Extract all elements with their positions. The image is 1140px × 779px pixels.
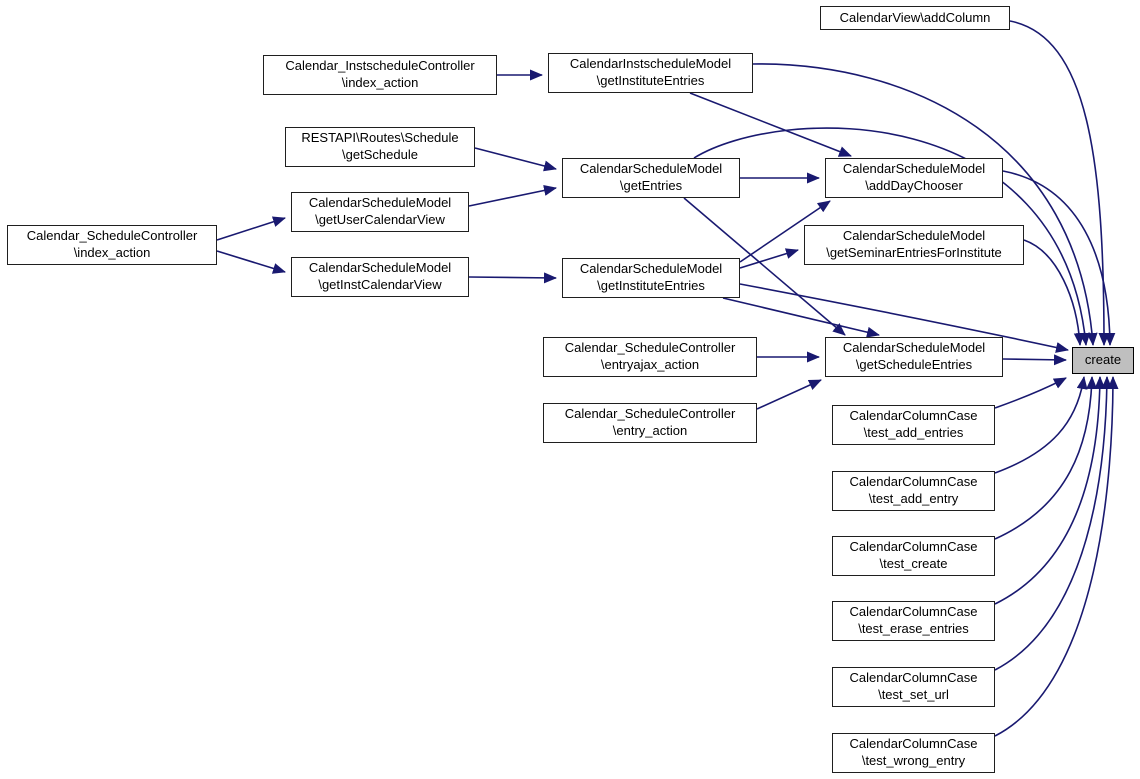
edge-getInstituteEntries-to-getScheduleEntries <box>723 298 879 335</box>
node-label-line: CalendarScheduleModel <box>579 261 723 277</box>
edge-getScheduleEntries-to-create <box>1003 359 1066 360</box>
node-label-line: CalendarScheduleModel <box>842 228 986 244</box>
edge-instschedulemodel-getInstituteEntries-to-addDayChooser <box>690 93 851 156</box>
edge-test-erase-entries-to-create <box>995 377 1100 604</box>
node-label-line: \test_add_entry <box>868 491 959 506</box>
node-label-line: \test_add_entries <box>863 425 964 440</box>
graph-node-getUserCalendarView[interactable] <box>291 192 469 232</box>
graph-node-entry-action[interactable] <box>543 403 757 443</box>
graph-node-instschedulemodel-getInstituteEntries[interactable] <box>548 53 753 93</box>
graph-node-test-set-url[interactable] <box>832 667 995 707</box>
node-label-line: \getUserCalendarView <box>315 212 445 227</box>
graph-node-getInstCalendarView[interactable] <box>291 257 469 297</box>
node-label-line: \getInstCalendarView <box>318 277 442 292</box>
node-label-line: \getScheduleEntries <box>855 357 973 372</box>
node-label-line: CalendarColumnCase <box>849 539 978 555</box>
edge-getInstCalendarView-to-getInstituteEntries <box>469 277 556 278</box>
node-label-line: \getSchedule <box>342 147 418 162</box>
graph-node-test-create[interactable] <box>832 536 995 576</box>
node-label-line: create <box>1084 352 1122 368</box>
graph-node-test-wrong-entry[interactable] <box>832 733 995 773</box>
node-label-line: CalendarInstscheduleModel <box>569 56 732 72</box>
edge-getUserCalendarView-to-getEntries <box>469 188 556 206</box>
node-label-line: CalendarColumnCase <box>849 604 978 620</box>
edge-getSeminarEntriesForInstitute-to-create <box>1024 240 1080 345</box>
graph-node-getInstituteEntries[interactable] <box>562 258 740 298</box>
graph-node-test-add-entry[interactable] <box>832 471 995 511</box>
node-label-line: CalendarScheduleModel <box>308 260 452 276</box>
graph-node-entryajax-action[interactable] <box>543 337 757 377</box>
graph-node-instschedule-index-action[interactable] <box>263 55 497 95</box>
node-label-line: \entry_action <box>612 423 688 438</box>
edge-test-wrong-entry-to-create <box>995 377 1113 736</box>
node-label-line: CalendarScheduleModel <box>579 161 723 177</box>
node-label-line: \getSeminarEntriesForInstitute <box>826 245 1002 260</box>
node-label-line: \test_erase_entries <box>858 621 969 636</box>
node-label-line: CalendarColumnCase <box>849 736 978 752</box>
edge-test-set-url-to-create <box>995 377 1107 670</box>
node-label-line: Calendar_ScheduleController <box>26 228 198 244</box>
node-label-line: \test_wrong_entry <box>861 753 966 768</box>
graph-node-getSeminarEntriesForInstitute[interactable] <box>804 225 1024 265</box>
node-label-line: \getEntries <box>619 178 683 193</box>
node-label-line: CalendarScheduleModel <box>842 340 986 356</box>
graph-node-restapi-getSchedule[interactable] <box>285 127 475 167</box>
node-label-line: Calendar_ScheduleController <box>564 406 736 422</box>
edge-addColumn-to-create <box>1010 21 1104 345</box>
node-label-line: CalendarColumnCase <box>849 670 978 686</box>
node-label-line: CalendarView\addColumn <box>839 9 991 25</box>
graph-node-getScheduleEntries[interactable] <box>825 337 1003 377</box>
edge-schedule-index-action-to-getUserCalendarView <box>217 218 285 240</box>
node-label-line: CalendarColumnCase <box>849 408 978 424</box>
edge-instschedulemodel-getInstituteEntries-to-create <box>753 64 1093 345</box>
node-label-line: \index_action <box>73 245 151 260</box>
node-label-line: CalendarColumnCase <box>849 474 978 490</box>
node-label-line: CalendarScheduleModel <box>842 161 986 177</box>
graph-node-test-erase-entries[interactable] <box>832 601 995 641</box>
edge-restapi-getSchedule-to-getEntries <box>475 148 556 169</box>
node-label-line: Calendar_InstscheduleController <box>285 58 475 74</box>
graph-node-addColumn[interactable] <box>820 6 1010 30</box>
edge-schedule-index-action-to-getInstCalendarView <box>217 251 285 272</box>
node-label-line: Calendar_ScheduleController <box>564 340 736 356</box>
node-label-line: \addDayChooser <box>865 178 963 193</box>
node-label-line: \test_create <box>879 556 948 571</box>
node-label-line: \getInstituteEntries <box>597 278 705 293</box>
edge-test-add-entries-to-create <box>995 378 1066 408</box>
node-label-line: \getInstituteEntries <box>596 73 705 88</box>
node-label-line: RESTAPI\Routes\Schedule <box>301 130 459 146</box>
graph-node-addDayChooser[interactable] <box>825 158 1003 198</box>
edge-entry-action-to-getScheduleEntries <box>757 380 821 409</box>
graph-node-test-add-entries[interactable] <box>832 405 995 445</box>
graph-node-getEntries[interactable] <box>562 158 740 198</box>
node-label-line: \index_action <box>341 75 419 90</box>
node-label-line: \test_set_url <box>878 687 949 702</box>
node-label-line: \entryajax_action <box>600 357 700 372</box>
graph-node-schedule-index-action[interactable] <box>7 225 217 265</box>
graph-node-create[interactable] <box>1072 347 1134 374</box>
node-label-line: CalendarScheduleModel <box>308 195 452 211</box>
